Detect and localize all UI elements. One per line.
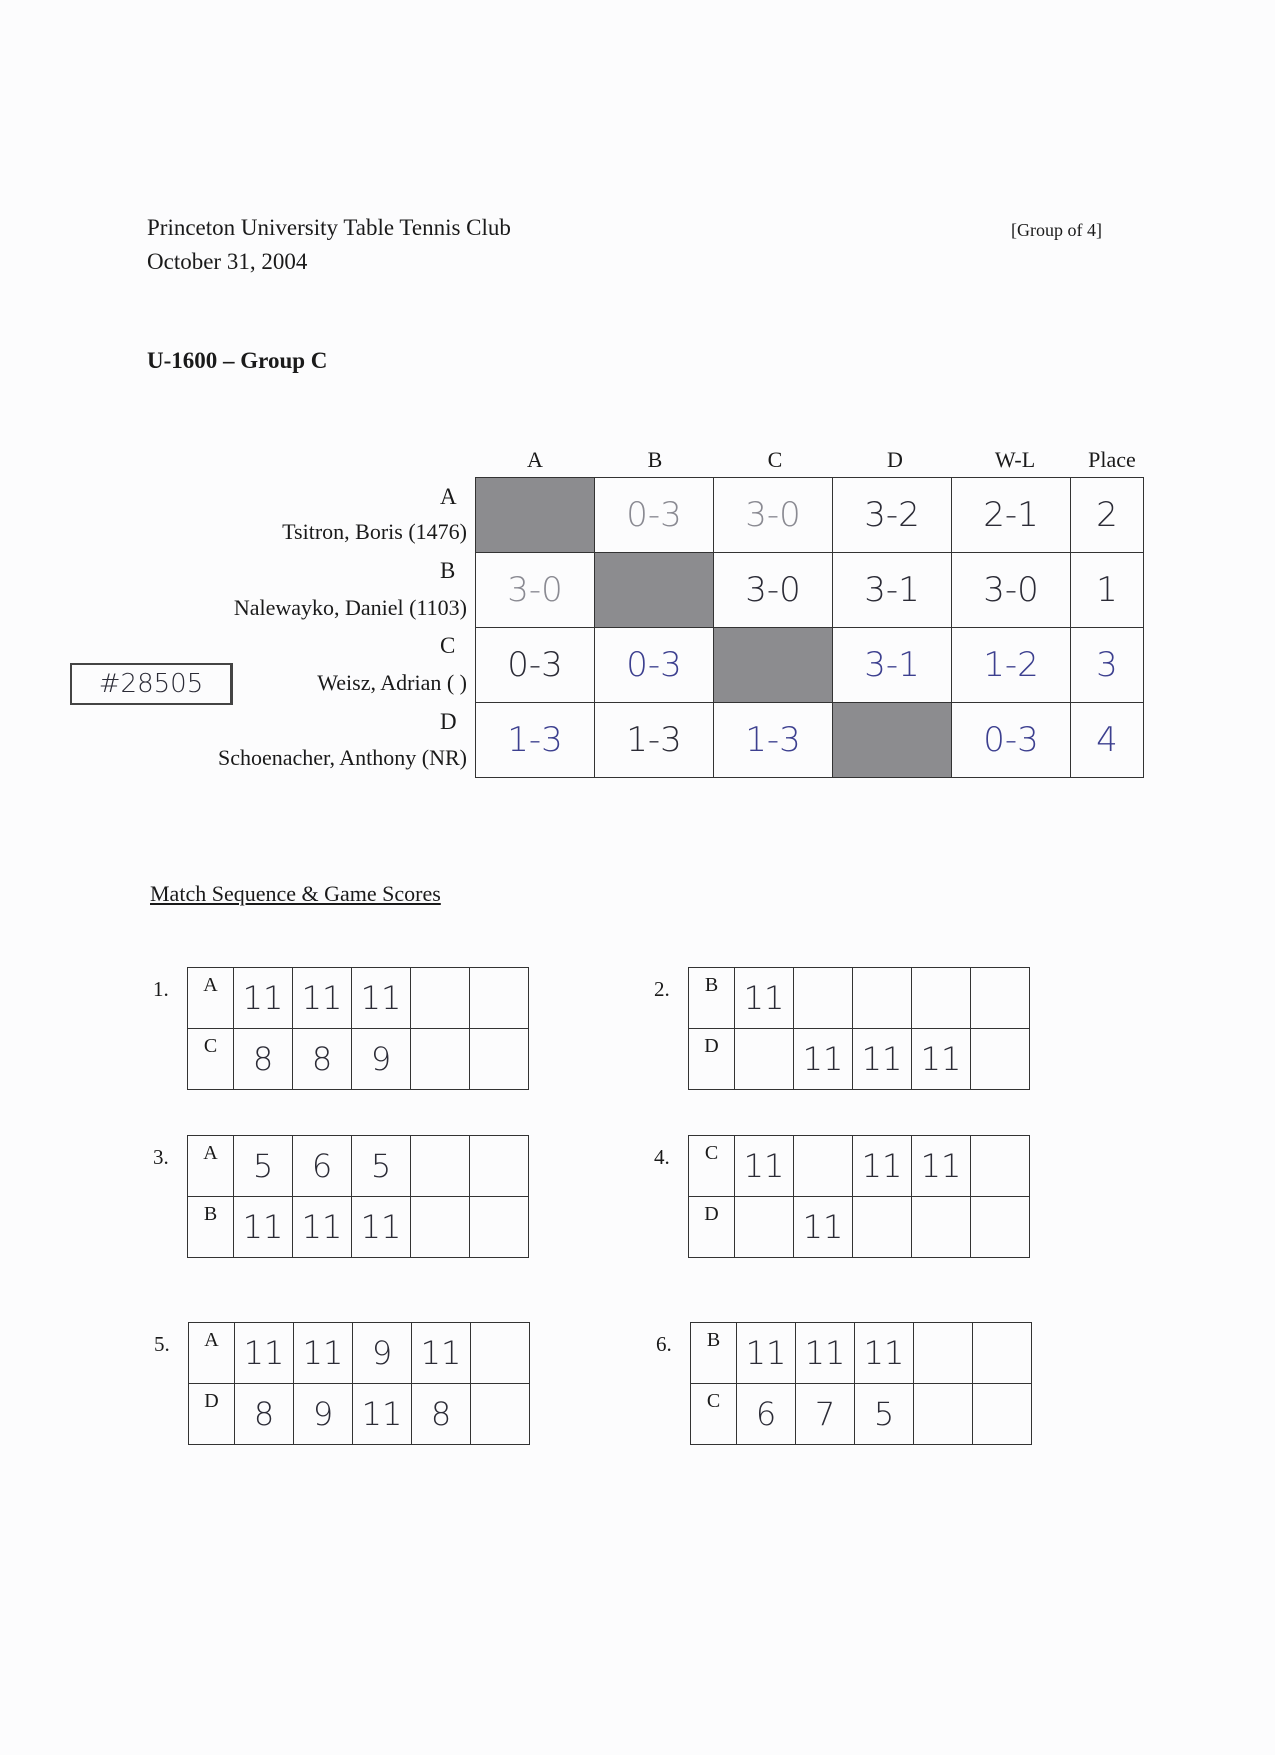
game-score: 11 [855,1323,914,1384]
grid-cell-wl: 2-1 [952,478,1071,553]
game-score [971,1029,1030,1090]
game-score [411,1197,470,1258]
match-3 [153,1135,529,1258]
grid-cell-wl: 0-3 [952,703,1071,778]
game-score: 9 [353,1323,412,1384]
player-letter: A [189,1323,235,1384]
section-title: U-1600 – Group C [147,348,328,373]
game-score [470,1029,529,1090]
grid-cell: 3-0 [476,553,595,628]
grid-row-d [476,703,1144,778]
game-score [912,1197,971,1258]
grid-cell-wl: 3-0 [952,553,1071,628]
game-score: 11 [912,1136,971,1197]
game-score: 11 [294,1323,353,1384]
match-number: 5. [154,1332,170,1356]
grid-cell: 3-1 [833,553,952,628]
game-score [914,1384,973,1445]
player-letter: B [188,1197,234,1258]
player-name-c: Weisz, Adrian ( ) [317,670,467,695]
grid-cell-place: 3 [1071,628,1144,703]
game-score [470,1197,529,1258]
player-letter: A [188,968,234,1029]
player-letter: C [689,1136,735,1197]
row-letter-b: B [440,558,456,583]
game-score: 8 [235,1384,294,1445]
game-score: 6 [737,1384,796,1445]
player-letter: D [689,1029,735,1090]
game-score [914,1323,973,1384]
game-score [471,1323,530,1384]
player-name-b: Nalewayko, Daniel (1103) [233,595,467,620]
game-score: 8 [234,1029,293,1090]
grid-cell-self [833,703,952,778]
match-score-table [690,1322,1032,1445]
match-number: 4. [654,1145,670,1169]
game-score: 11 [234,968,293,1029]
game-score [470,1136,529,1197]
match-6 [656,1322,1032,1445]
player-letter: C [188,1029,234,1090]
game-score [411,968,470,1029]
game-score: 11 [853,1029,912,1090]
game-score [853,968,912,1029]
grid-row-b [476,553,1144,628]
grid-cell: 3-1 [833,628,952,703]
game-score: 11 [353,1384,412,1445]
grid-cell-place: 2 [1071,478,1144,553]
event-date: October 31, 2004 [147,249,308,274]
game-score: 11 [352,968,411,1029]
match-sequence-title: Match Sequence & Game Scores [150,881,441,906]
col-header-wl: W-L [994,447,1036,472]
game-score [411,1136,470,1197]
grid-cell: 3-2 [833,478,952,553]
game-score: 11 [794,1197,853,1258]
game-score [971,1136,1030,1197]
row-letter-d: D [440,709,457,734]
grid-cell: 0-3 [595,628,714,703]
grid-cell: 0-3 [595,478,714,553]
game-score: 11 [912,1029,971,1090]
match-4 [654,1135,1030,1258]
game-score: 11 [412,1323,471,1384]
game-score [794,968,853,1029]
member-number-badge: #28505 [70,663,233,705]
game-score [971,968,1030,1029]
game-score [973,1323,1032,1384]
match-number: 2. [654,977,670,1001]
col-header-d: D [887,447,903,472]
match-score-table [688,967,1030,1090]
match-score-table [688,1135,1030,1258]
grid-cell-self [476,478,595,553]
player-letter: D [189,1384,235,1445]
grid-cell: 3-0 [714,553,833,628]
game-score: 11 [853,1136,912,1197]
player-letter: B [691,1323,737,1384]
game-score: 8 [412,1384,471,1445]
grid-cell-wl: 1-2 [952,628,1071,703]
game-score [735,1029,794,1090]
game-score: 9 [352,1029,411,1090]
grid-cell: 3-0 [714,478,833,553]
game-score [912,968,971,1029]
grid-row-a [476,478,1144,553]
grid-row-c [476,628,1144,703]
grid-cell-self [714,628,833,703]
game-score: 11 [234,1197,293,1258]
game-score: 7 [796,1384,855,1445]
game-score: 11 [293,1197,352,1258]
club-name: Princeton University Table Tennis Club [147,215,511,240]
game-score [971,1197,1030,1258]
match-2 [654,967,1030,1090]
game-score: 11 [235,1323,294,1384]
grid-cell: 0-3 [476,628,595,703]
grid-cell-place: 4 [1071,703,1144,778]
game-score: 11 [735,1136,794,1197]
game-score [471,1384,530,1445]
game-score: 5 [855,1384,914,1445]
game-score [470,968,529,1029]
player-letter: A [188,1136,234,1197]
player-letter: D [689,1197,735,1258]
match-score-table [187,967,529,1090]
grid-cell: 1-3 [476,703,595,778]
game-score: 6 [293,1136,352,1197]
round-robin-grid [475,477,1144,778]
match-number: 6. [656,1332,672,1356]
game-score [853,1197,912,1258]
player-name-d: Schoenacher, Anthony (NR) [217,745,467,770]
match-score-table [188,1322,530,1445]
game-score: 5 [352,1136,411,1197]
col-header-b: B [647,447,663,472]
match-score-table [187,1135,529,1258]
game-score [411,1029,470,1090]
match-1 [153,967,529,1090]
grid-cell-self [595,553,714,628]
player-letter: B [689,968,735,1029]
grid-cell: 1-3 [595,703,714,778]
col-header-c: C [767,447,783,472]
grid-cell: 1-3 [714,703,833,778]
game-score: 11 [796,1323,855,1384]
match-number: 1. [153,977,169,1001]
game-score: 8 [293,1029,352,1090]
grid-cell-place: 1 [1071,553,1144,628]
game-score [973,1384,1032,1445]
player-letter: C [691,1384,737,1445]
game-score: 5 [234,1136,293,1197]
col-header-a: A [527,447,543,472]
group-size-label: [Group of 4] [1011,220,1102,240]
match-5 [154,1322,530,1445]
game-score [735,1197,794,1258]
player-name-a: Tsitron, Boris (1476) [282,519,467,544]
row-letter-c: C [440,633,456,658]
col-header-place: Place [1088,447,1136,472]
game-score: 11 [293,968,352,1029]
game-score: 11 [737,1323,796,1384]
game-score: 9 [294,1384,353,1445]
game-score: 11 [352,1197,411,1258]
row-letter-a: A [440,484,457,509]
game-score [794,1136,853,1197]
match-number: 3. [153,1145,169,1169]
game-score: 11 [794,1029,853,1090]
game-score: 11 [735,968,794,1029]
